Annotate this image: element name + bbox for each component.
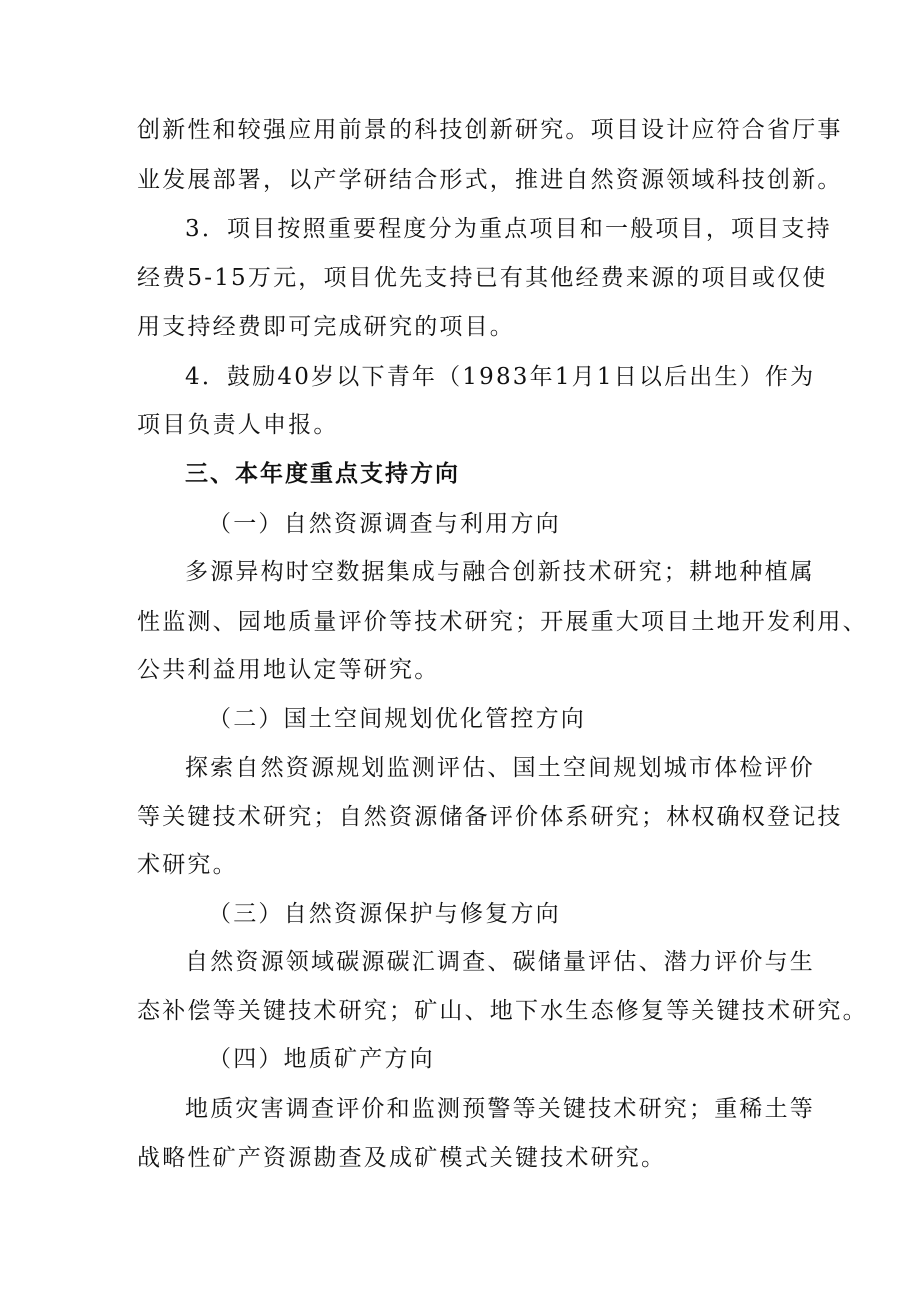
paragraph-line: 探索自然资源规划监测评估、国土空间规划城市体检评价 bbox=[185, 755, 815, 781]
paragraph-line: 多源异构时空数据集成与融合创新技术研究；耕地种植属 bbox=[185, 559, 815, 585]
paragraph-line: 业发展部署，以产学研结合形式，推进自然资源领域科技创新。 bbox=[137, 167, 843, 193]
paragraph-line: 态补偿等关键技术研究；矿山、地下水生态修复等关键技术研究。 bbox=[137, 998, 868, 1024]
paragraph-line: 自然资源领域碳源碳汇调查、碳储量评估、潜力评价与生 bbox=[185, 949, 815, 975]
paragraph-line: 术研究。 bbox=[137, 852, 238, 878]
paragraph-line: 用支持经费即可完成研究的项目。 bbox=[137, 314, 515, 340]
paragraph-line: 项目负责人申报。 bbox=[137, 412, 339, 438]
paragraph-line: 等关键技术研究；自然资源储备评价体系研究；林权确权登记技 bbox=[137, 804, 843, 830]
paragraph-line: 3．项目按照重要程度分为重点项目和一般项目，项目支持 bbox=[185, 216, 832, 242]
section-heading: 三、本年度重点支持方向 bbox=[185, 461, 460, 487]
subsection-heading: （三）自然资源保护与修复方向 bbox=[208, 901, 561, 927]
subsection-heading: （二）国土空间规划优化管控方向 bbox=[208, 706, 586, 732]
subsection-heading: （四）地质矿产方向 bbox=[208, 1046, 435, 1072]
paragraph-line: 创新性和较强应用前景的科技创新研究。项目设计应符合省厅事 bbox=[137, 117, 843, 143]
paragraph-line: 性监测、园地质量评价等技术研究；开展重大项目土地开发利用、 bbox=[137, 609, 868, 635]
paragraph-line: 战略性矿产资源勘查及成矿模式关键技术研究。 bbox=[137, 1145, 667, 1171]
paragraph-line: 地质灾害调查评价和监测预警等关键技术研究；重稀土等 bbox=[185, 1096, 815, 1122]
paragraph-line: 公共利益用地认定等研究。 bbox=[137, 657, 440, 683]
paragraph-line: 4．鼓励40岁以下青年（1983年1月1日以后出生）作为 bbox=[185, 364, 816, 390]
paragraph-line: 经费5-15万元，项目优先支持已有其他经费来源的项目或仅使 bbox=[137, 265, 828, 291]
subsection-heading: （一）自然资源调查与利用方向 bbox=[208, 511, 561, 537]
